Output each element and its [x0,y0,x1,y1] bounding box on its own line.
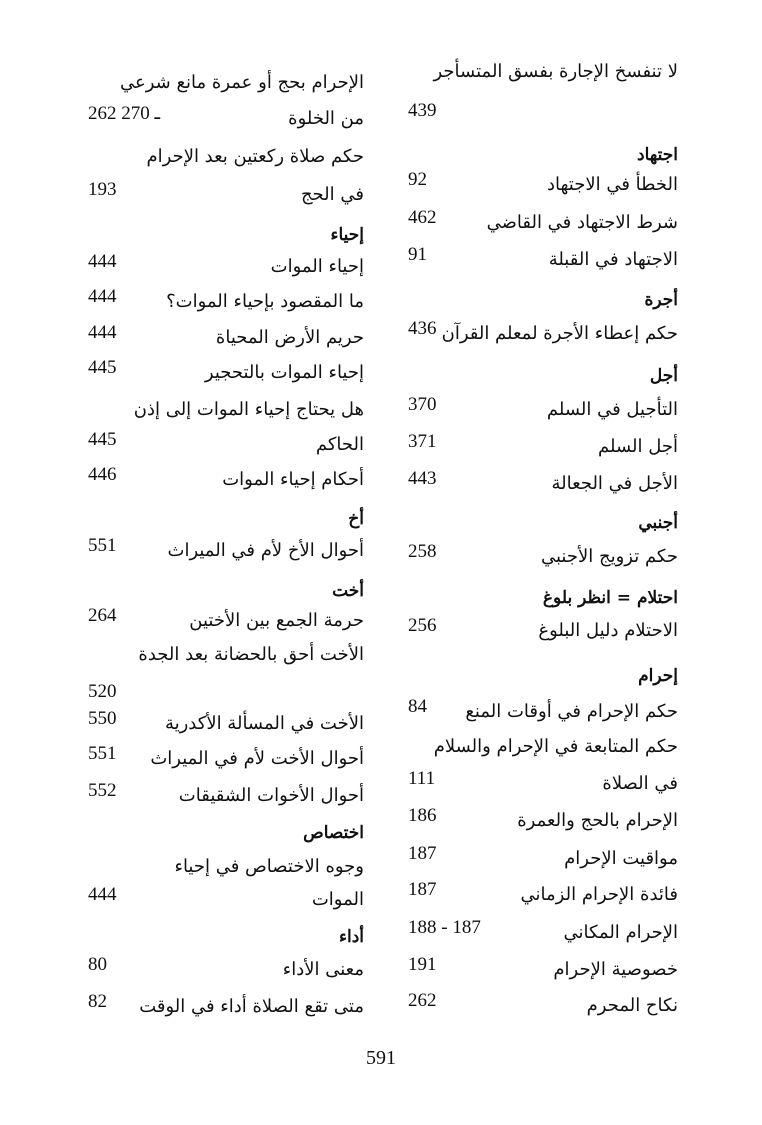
index-entry-text: التأجيل في السلم [546,399,678,420]
index-page-number: 445 [88,429,117,450]
index-entry-text: الإحرام بالحج والعمرة [517,810,678,831]
index-heading: اجتهاد [637,145,678,165]
index-page-number: 520 [88,681,117,702]
index-page-number: 193 [88,179,117,200]
index-entry-text: الموات [311,889,364,910]
index-page-number: 82 [88,991,107,1012]
index-page-number: 111 [408,768,436,789]
index-entry-text: شرط الاجتهاد في القاضي [486,212,678,233]
index-entry-text: حرمة الجمع بين الأختين [189,610,364,631]
index-entry-text: نكاح المحرم [586,995,678,1016]
index-entry-text: من الخلوة [288,108,364,129]
index-entry-text: أحكام إحياء الموات [222,469,364,490]
index-entry-text: لا تنفسخ الإجارة بفسق المتسأجر [433,61,678,82]
index-heading: أجل [649,366,678,386]
index-page-number: 191 [408,954,437,975]
index-page-number: 462 [408,207,437,228]
index-page-number: 262 ـ 270 [88,103,161,124]
index-page-number: 264 [88,605,117,626]
index-page-number: 80 [88,954,107,975]
index-page-number: 187 [408,879,437,900]
index-heading: إحرام [638,666,678,686]
index-page-number: 256 [408,615,437,636]
index-heading: أخ [348,509,364,529]
index-entry-text: أحوال الأخت لأم في الميراث [150,748,364,769]
index-entry-text: الاحتلام دليل البلوغ [538,620,678,641]
index-page-number: 552 [88,780,117,801]
index-entry-text: حكم الإحرام في أوقات المنع [465,701,678,722]
index-heading: أخت [332,581,364,601]
index-entry-text: هل يحتاج إحياء الموات إلى إذن [133,399,364,420]
index-page-number: 444 [88,322,117,343]
index-heading: اختصاص [303,823,364,843]
index-entry-text: في الحج [300,184,364,205]
index-page-number: 444 [88,884,117,905]
index-entry-text: إحياء الموات [270,256,364,277]
index-page-number: 445 [88,357,117,378]
index-heading: أداء [338,927,364,947]
index-entry-text: أحوال الأخوات الشقيقات [178,785,364,806]
index-page-number: 444 [88,286,117,307]
index-page-number: 188 - 187 [408,917,481,938]
index-entry-text: خصوصية الإحرام [553,959,678,980]
index-heading: أجرة [644,290,678,310]
index-page-number: 258 [408,541,437,562]
index-entry-text: وجوه الاختصاص في إحياء [174,856,364,877]
index-entry-text: مواقيت الإحرام [564,848,678,869]
index-entry-text: إحياء الموات بالتحجير [204,362,364,383]
index-entry-text: ما المقصود بإحياء الموات؟ [166,291,364,312]
index-entry-text: الحاكم [315,434,364,455]
index-heading: احتلام = انظر بلوغ [542,588,678,608]
index-page-number: 370 [408,394,437,415]
index-entry-text: الخطأ في الاجتهاد [546,174,678,195]
index-entry-text: حكم صلاة ركعتين بعد الإحرام [146,146,364,167]
index-page-number: 551 [88,743,117,764]
index-page-number: 84 [408,696,427,717]
index-page-number: 444 [88,251,117,272]
index-heading: أجنبي [638,513,678,533]
index-entry-text: أجل السلم [598,436,678,457]
index-entry-text: أحوال الأخ لأم في الميراث [167,540,364,561]
index-entry-text: حكم المتابعة في الإحرام والسلام [433,736,678,757]
index-entry-text: حكم تزويج الأجنبي [540,546,678,567]
index-page-number: 446 [88,464,117,485]
index-page-number: 187 [408,843,437,864]
index-page-number: 91 [408,244,427,265]
index-page-number: 550 [88,708,117,729]
index-page-number: 443 [408,468,437,489]
index-page-number: 262 [408,990,437,1011]
index-entry-text: متى تقع الصلاة أداء في الوقت [139,996,364,1017]
index-page-number: 92 [408,169,427,190]
index-entry-text: الأخت أحق بالحضانة بعد الجدة [138,644,364,665]
index-entry-text: الإحرام المكاني [563,922,678,943]
index-entry-text: الاجتهاد في القبلة [548,249,678,270]
index-entry-text: في الصلاة [602,773,678,794]
index-page-number: 551 [88,535,117,556]
index-entry-text: الإحرام بحج أو عمرة مانع شرعي [119,72,364,93]
index-page-number: 436 [408,318,437,339]
index-entry-text: معنى الأداء [282,959,364,980]
index-entry-text: الأجل في الجعالة [551,473,678,494]
index-entry-text: فائدة الإحرام الزماني [520,884,678,905]
index-entry-text: حكم إعطاء الأجرة لمعلم القرآن [441,323,678,344]
page-number: 591 [366,1047,396,1069]
index-page-number: 439 [408,100,437,121]
index-page-number: 186 [408,805,437,826]
index-entry-text: حريم الأرض المحياة [215,327,364,348]
index-heading: إحياء [330,225,364,245]
index-entry-text: الأخت في المسألة الأكدرية [164,713,364,734]
index-page-number: 371 [408,431,437,452]
